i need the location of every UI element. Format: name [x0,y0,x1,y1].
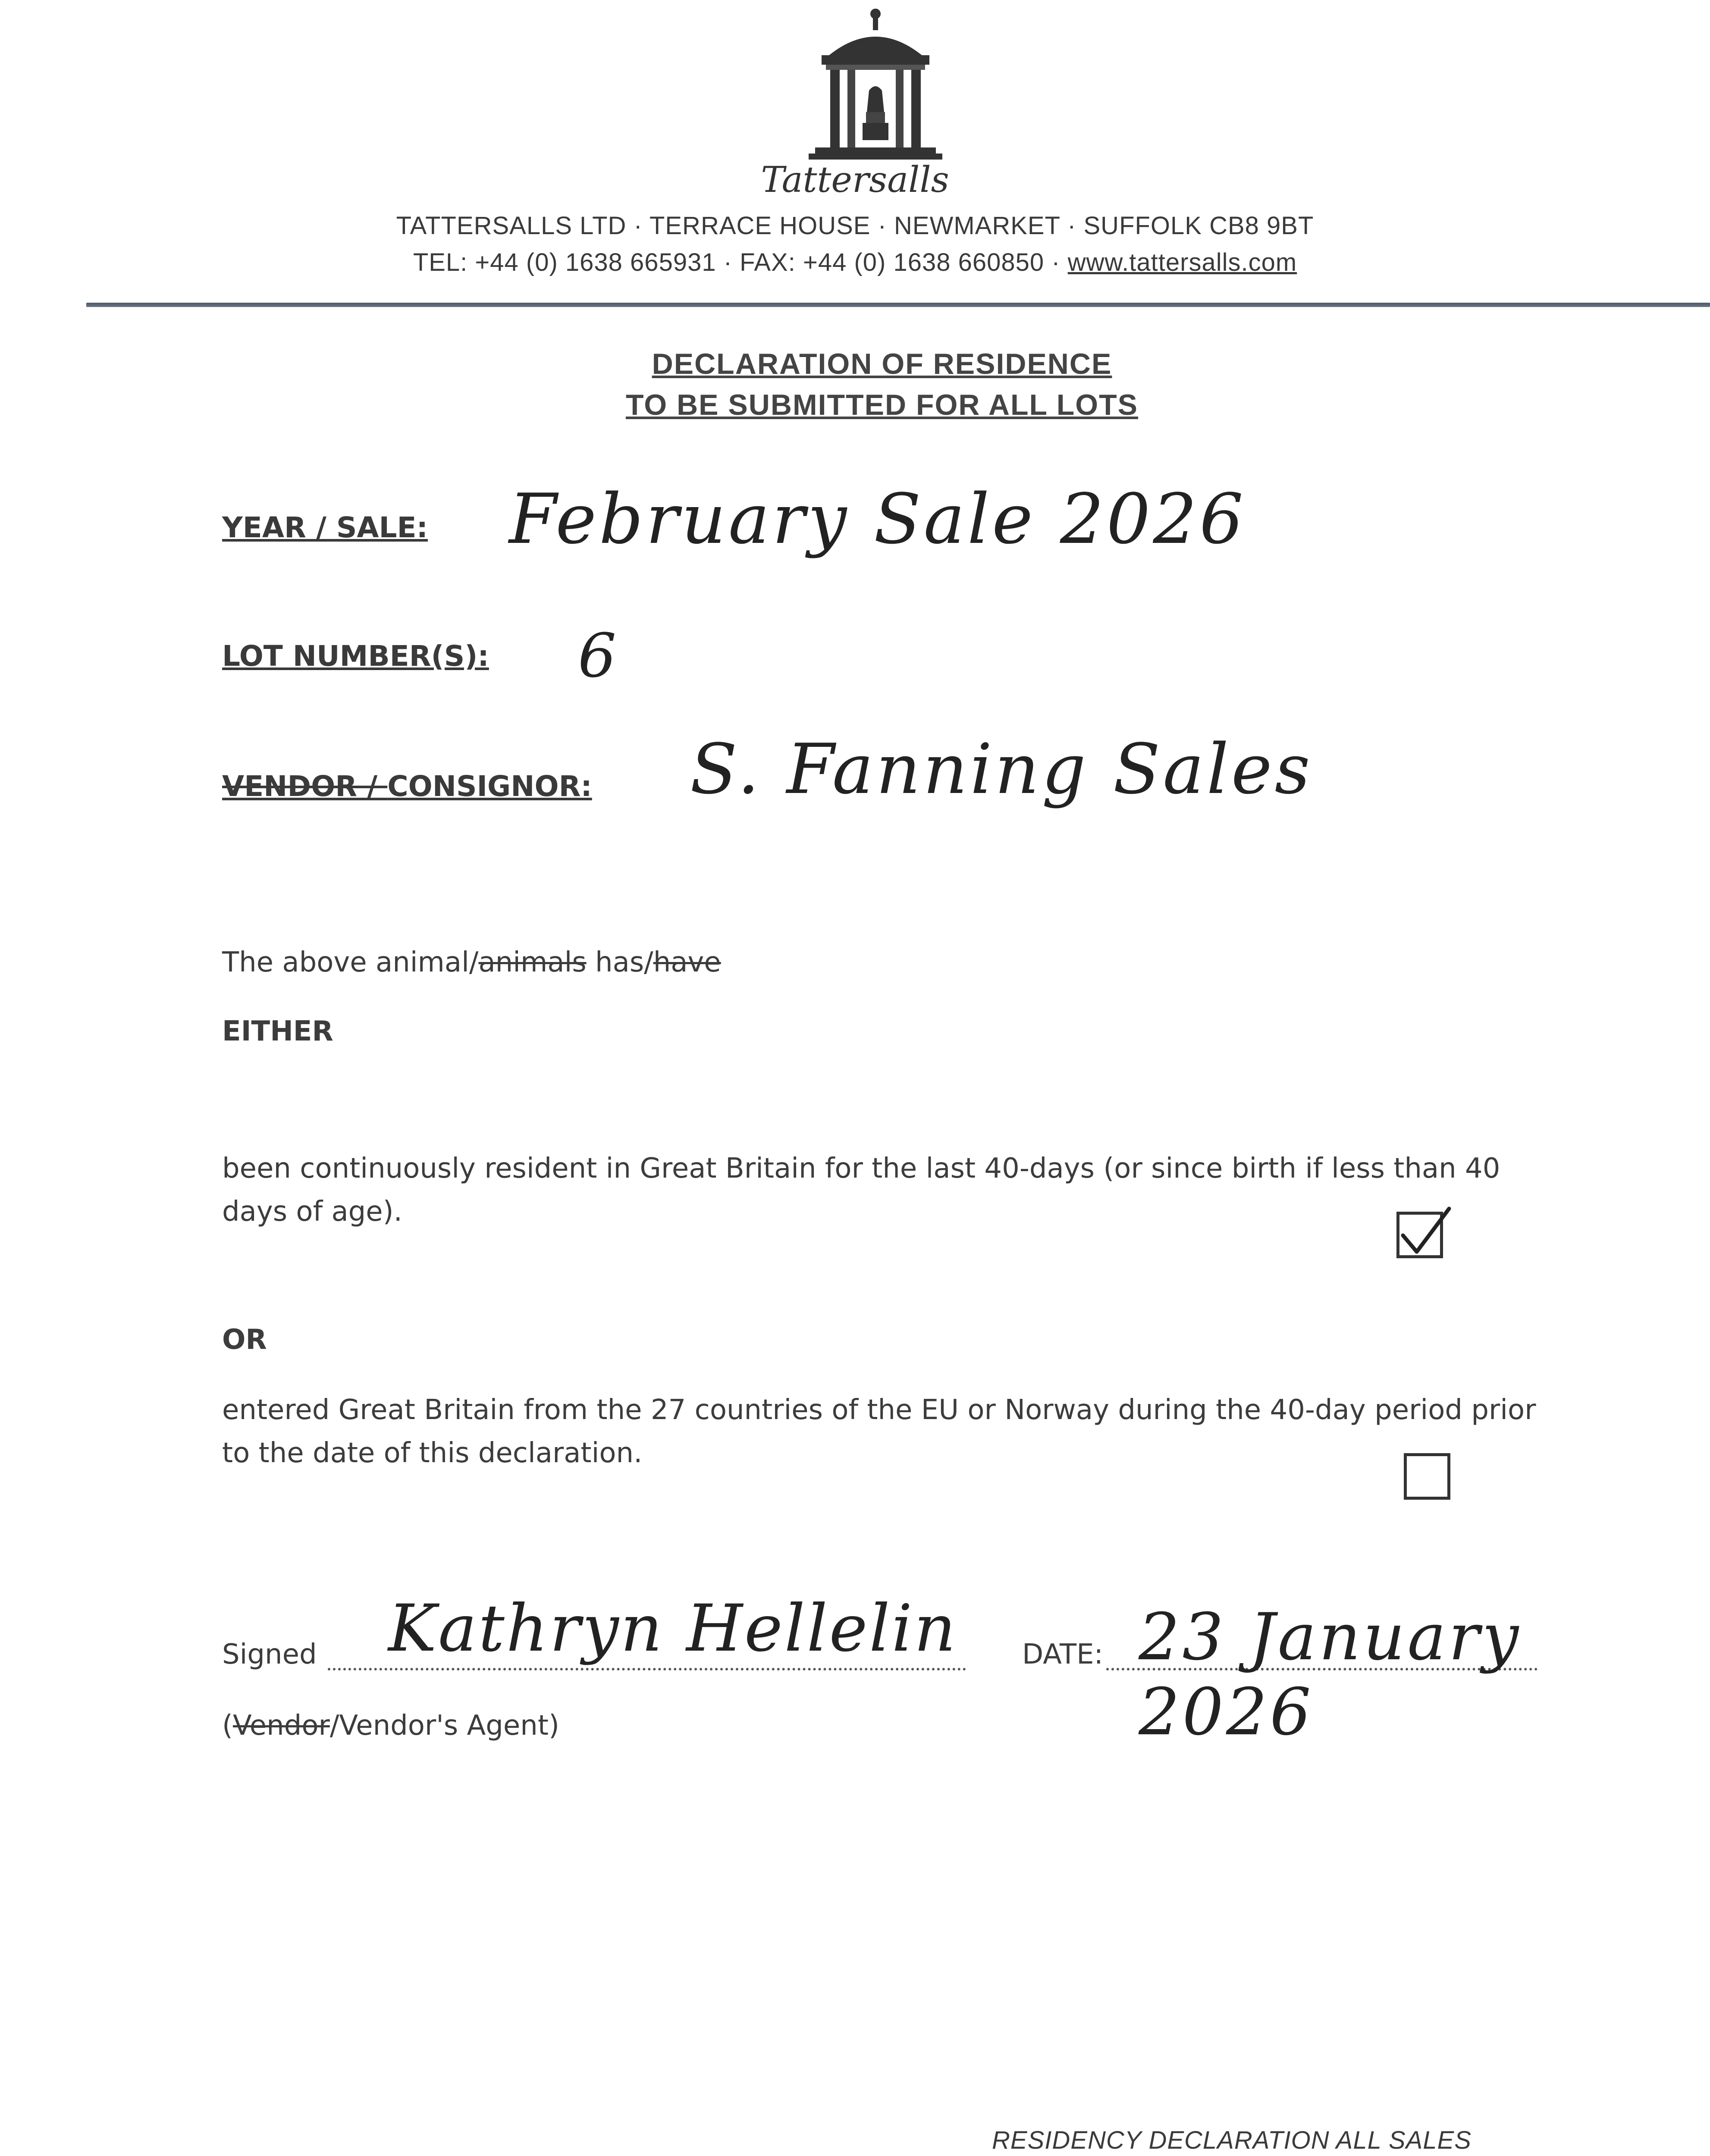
header-rule [86,303,1710,307]
animal-statement-prefix: The above animal/ [222,946,479,978]
consignor-label [222,770,592,803]
option-entered-checkbox[interactable] [1404,1453,1450,1500]
animals-struck: animals [478,946,587,978]
year-sale-label: YEAR / SALE: [222,511,428,544]
have-struck: have [653,946,721,978]
consignor-label-text: CONSIGNOR: [387,770,592,803]
rotunda-logo-icon [789,4,962,164]
document-subtitle: TO BE SUBMITTED FOR ALL LOTS [625,389,1139,421]
role-rest: /Vendor's Agent) [329,1710,559,1742]
website-link[interactable]: www.tattersalls.com [1067,248,1297,276]
animal-statement-middle: has/ [586,946,653,978]
date-value: 23 January 2026 [1139,1600,1522,1750]
signature-value: Kathryn Hellelin [388,1591,957,1666]
address-line: TATTERSALLS LTD · TERRACE HOUSE · NEWMARKET · SUFFOLK CB8 9BT [396,212,1314,240]
role-vendor-struck: Vendor [232,1710,330,1742]
phone-fax: TEL: +44 (0) 1638 665931 · FAX: +44 (0) 1638 660850 · [413,248,1068,276]
role-open: ( [222,1710,233,1742]
option-resident-checkbox[interactable] [1396,1212,1443,1258]
contact-line [0,248,1710,277]
signer-role [222,1710,559,1742]
or-heading: OR [222,1324,267,1356]
vendor-struck-label: VENDOR / [222,770,388,803]
document-title: DECLARATION OF RESIDENCE [652,348,1112,380]
footer-reference: RESIDENCY DECLARATION ALL SALES [992,2126,1472,2154]
lot-number-label: LOT NUMBER(S): [222,639,489,673]
signed-label: Signed [222,1639,317,1670]
date-label: DATE: [1022,1639,1104,1670]
either-heading: EITHER [222,1015,333,1047]
consignor-value: S. Fanning Sales [690,729,1313,809]
option-resident-text: been continuously resident in Great Britain for the last 40-days (or since birth if less than 40 days of age). [222,1153,1500,1228]
brand-name: Tattersalls [761,160,949,201]
check-mark-icon [1395,1205,1451,1261]
animal-statement [222,946,721,978]
lot-number-value: 6 [578,621,617,691]
signature-line [328,1668,966,1670]
option-entered-text: entered Great Britain from the 27 countries of the EU or Norway during the 40-day period prior to the date of this declaration. [222,1394,1536,1469]
year-sale-value: February Sale 2026 [509,479,1246,559]
